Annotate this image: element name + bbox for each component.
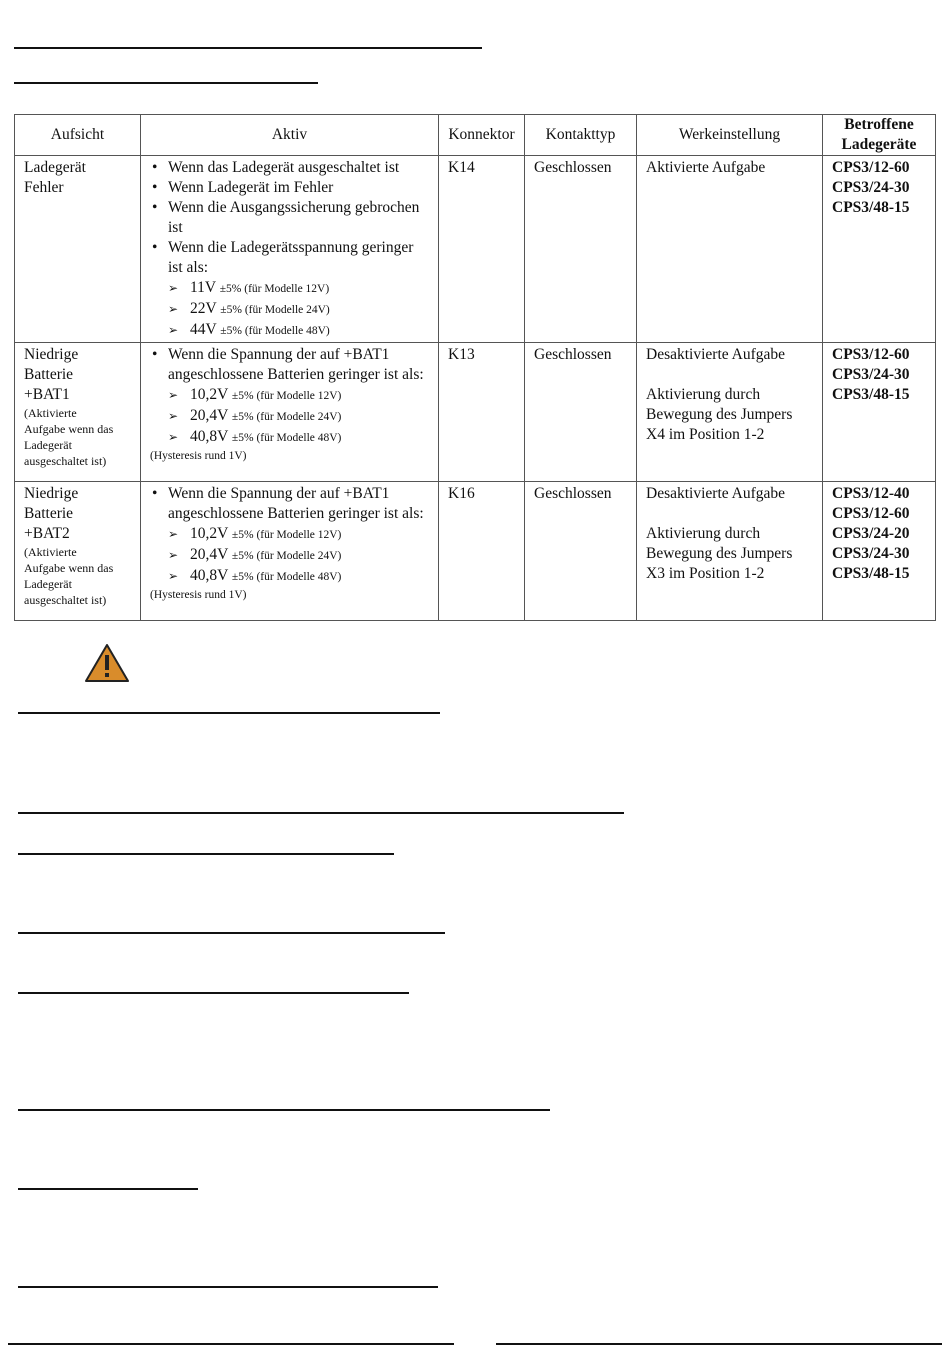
header-ladegeraete: Betroffene Ladegeräte bbox=[823, 115, 936, 156]
condition-item: • Wenn die Spannung der auf +BAT1 angeschlossene Batterien geringer ist als: bbox=[150, 484, 431, 524]
cell-ladegeraete bbox=[823, 482, 936, 621]
condition-item: • Wenn die Ladegerätsspannung geringer ist als: bbox=[150, 238, 431, 278]
voltage-item bbox=[150, 406, 431, 427]
device-model: CPS3/12-60 bbox=[832, 346, 910, 363]
cell-konnektor: K14 bbox=[439, 156, 525, 343]
redacted-line bbox=[18, 992, 409, 994]
voltage-tolerance: ±5% (für Modelle 12V) bbox=[231, 529, 342, 541]
redacted-line bbox=[18, 1188, 198, 1190]
voltage-tolerance: ±5% (für Modelle 48V) bbox=[220, 325, 330, 337]
device-model: CPS3/24-30 bbox=[832, 179, 910, 196]
device-model: CPS3/48-15 bbox=[832, 386, 910, 403]
voltage-tolerance: ±5% (für Modelle 12V) bbox=[219, 283, 330, 295]
cell-aufsicht bbox=[15, 156, 141, 343]
voltage-list bbox=[150, 385, 431, 448]
voltage-item bbox=[150, 524, 431, 545]
cell-werkeinstellung bbox=[637, 482, 823, 621]
device-model: CPS3/12-40 bbox=[832, 485, 910, 502]
factory-setting-note: Aktivierung durch Bewegung des Jumpers X3 im Position 1-2 bbox=[646, 525, 793, 582]
aufsicht-title: Ladegerät Fehler bbox=[24, 159, 86, 196]
voltage-value: 20,4V bbox=[190, 546, 229, 563]
redacted-line bbox=[18, 712, 440, 714]
header-kontakttyp: Kontakttyp bbox=[525, 115, 637, 156]
cell-ladegeraete bbox=[823, 343, 936, 482]
device-model: CPS3/48-15 bbox=[832, 565, 910, 582]
condition-list bbox=[150, 345, 431, 385]
redacted-line bbox=[18, 1286, 438, 1288]
voltage-item bbox=[150, 320, 431, 341]
voltage-list bbox=[150, 278, 431, 341]
voltage-value: 11V bbox=[190, 279, 216, 296]
voltage-value: 20,4V bbox=[190, 407, 229, 424]
cell-ladegeraete bbox=[823, 156, 936, 343]
table-row bbox=[15, 343, 936, 482]
voltage-item bbox=[150, 299, 431, 320]
warning-triangle-icon bbox=[84, 643, 130, 683]
condition-item: • Wenn das Ladegerät ausgeschaltet ist bbox=[150, 158, 431, 178]
redacted-line bbox=[496, 1343, 942, 1345]
cell-konnektor: K16 bbox=[439, 482, 525, 621]
voltage-tolerance: ±5% (für Modelle 24V) bbox=[220, 304, 330, 316]
voltage-tolerance: ±5% (für Modelle 24V) bbox=[231, 411, 342, 423]
table-row bbox=[15, 156, 936, 343]
cell-aktiv bbox=[141, 482, 439, 621]
condition-item: • Wenn die Spannung der auf +BAT1 angeschlossene Batterien geringer ist als: bbox=[150, 345, 431, 385]
device-model: CPS3/24-20 bbox=[832, 525, 910, 542]
factory-setting: Aktivierte Aufgabe bbox=[646, 159, 766, 176]
cell-aufsicht bbox=[15, 343, 141, 482]
voltage-item bbox=[150, 385, 431, 406]
voltage-value: 10,2V bbox=[190, 525, 229, 542]
voltage-item bbox=[150, 566, 431, 587]
voltage-value: 40,8V bbox=[190, 567, 229, 584]
redacted-line bbox=[18, 932, 445, 934]
cell-kontakttyp: Geschlossen bbox=[525, 482, 637, 621]
cell-werkeinstellung bbox=[637, 156, 823, 343]
cell-werkeinstellung bbox=[637, 343, 823, 482]
voltage-value: 10,2V bbox=[190, 386, 229, 403]
header-aktiv: Aktiv bbox=[141, 115, 439, 156]
voltage-tolerance: ±5% (für Modelle 48V) bbox=[231, 571, 342, 583]
device-model: CPS3/24-30 bbox=[832, 545, 910, 562]
hysteresis-note: (Hysteresis rund 1V) bbox=[150, 589, 247, 601]
device-model: CPS3/48-15 bbox=[832, 199, 910, 216]
aufsicht-note: (Aktivierte Aufgabe wenn das Ladegerät ausgeschaltet ist) bbox=[24, 406, 114, 468]
factory-setting-note: Aktivierung durch Bewegung des Jumpers X4 im Position 1-2 bbox=[646, 386, 793, 443]
voltage-value: 22V bbox=[190, 300, 217, 317]
voltage-item bbox=[150, 545, 431, 566]
redacted-line bbox=[18, 812, 624, 814]
hysteresis-note: (Hysteresis rund 1V) bbox=[150, 450, 247, 462]
cell-kontakttyp: Geschlossen bbox=[525, 156, 637, 343]
voltage-value: 40,8V bbox=[190, 428, 229, 445]
voltage-tolerance: ±5% (für Modelle 12V) bbox=[231, 390, 342, 402]
relay-functions-table bbox=[14, 114, 936, 621]
header-aufsicht: Aufsicht bbox=[15, 115, 141, 156]
table-header-row bbox=[15, 115, 936, 156]
table-row bbox=[15, 482, 936, 621]
cell-kontakttyp: Geschlossen bbox=[525, 343, 637, 482]
device-model: CPS3/12-60 bbox=[832, 505, 910, 522]
condition-item: • Wenn Ladegerät im Fehler bbox=[150, 178, 431, 198]
cell-aktiv bbox=[141, 343, 439, 482]
aufsicht-title: Niedrige Batterie +BAT1 bbox=[24, 346, 79, 403]
header-werkeinstellung: Werkeinstellung bbox=[637, 115, 823, 156]
condition-item: • Wenn die Ausgangssicherung gebrochen ist bbox=[150, 198, 431, 238]
factory-setting: Desaktivierte Aufgabe bbox=[646, 346, 786, 363]
voltage-item bbox=[150, 278, 431, 299]
redacted-line bbox=[18, 853, 394, 855]
redacted-line bbox=[14, 47, 482, 49]
voltage-tolerance: ±5% (für Modelle 48V) bbox=[231, 432, 342, 444]
voltage-tolerance: ±5% (für Modelle 24V) bbox=[231, 550, 342, 562]
voltage-list bbox=[150, 524, 431, 587]
redacted-line bbox=[8, 1343, 454, 1345]
cell-konnektor: K13 bbox=[439, 343, 525, 482]
voltage-value: 44V bbox=[190, 321, 217, 338]
aufsicht-note: (Aktivierte Aufgabe wenn das Ladegerät ausgeschaltet ist) bbox=[24, 545, 114, 607]
aufsicht-title: Niedrige Batterie +BAT2 bbox=[24, 485, 79, 542]
device-model: CPS3/12-60 bbox=[832, 159, 910, 176]
redacted-line bbox=[18, 1109, 550, 1111]
condition-list bbox=[150, 158, 431, 278]
cell-aktiv bbox=[141, 156, 439, 343]
header-konnektor: Konnektor bbox=[439, 115, 525, 156]
condition-list bbox=[150, 484, 431, 524]
device-model: CPS3/24-30 bbox=[832, 366, 910, 383]
redacted-line bbox=[14, 82, 318, 84]
cell-aufsicht bbox=[15, 482, 141, 621]
voltage-item bbox=[150, 427, 431, 448]
factory-setting: Desaktivierte Aufgabe bbox=[646, 485, 786, 502]
